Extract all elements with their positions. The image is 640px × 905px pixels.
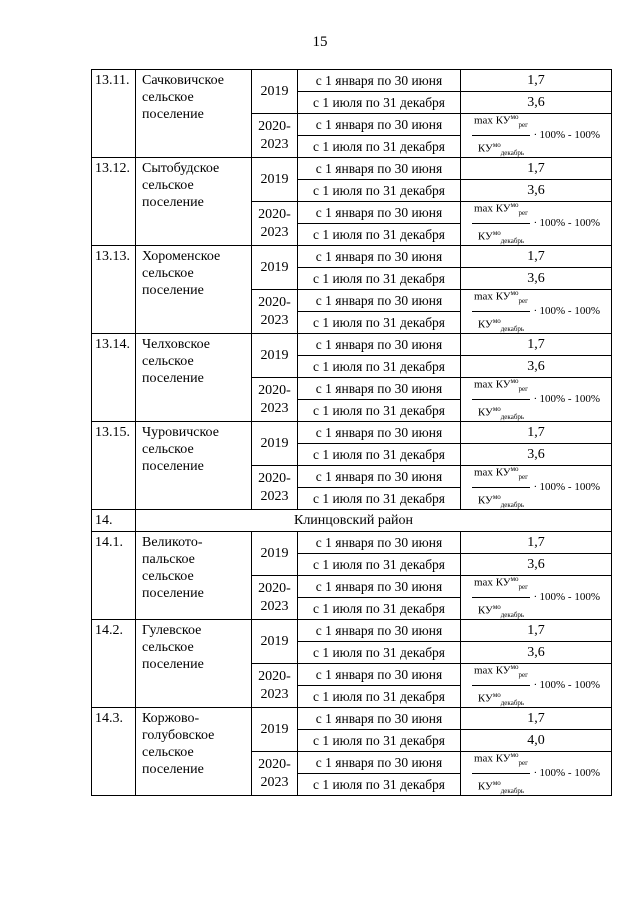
formula-numerator xyxy=(472,576,530,599)
period-second-half: с 1 июля по 31 декабря xyxy=(298,598,461,620)
tariff-table xyxy=(91,69,612,796)
settlement-name-line: Гулевское xyxy=(142,623,202,638)
settlement-name-line: Великото- xyxy=(142,535,203,550)
tariff-table-body xyxy=(92,70,612,796)
formula-tail: ∙ 100% - 100% xyxy=(534,591,601,603)
settlement-name-line: поселение xyxy=(142,657,204,672)
formula-sup-mo: мо xyxy=(492,405,501,413)
year-2023-label: 2023 xyxy=(260,774,289,790)
formula-sub-dec: декабрь xyxy=(500,148,525,157)
formula-sup-mo: мо xyxy=(510,377,519,386)
settlement-name xyxy=(136,708,252,796)
formula-ku: КУ xyxy=(477,692,493,705)
table-row xyxy=(92,158,612,180)
period-first-half: с 1 января по 30 июня xyxy=(298,290,461,312)
value-first-half: 1,7 xyxy=(461,620,612,642)
year-2020-label: 2020- xyxy=(258,668,291,684)
value-second-half: 3,6 xyxy=(461,444,612,466)
year-2020-label: 2020- xyxy=(258,756,291,772)
formula-cell xyxy=(461,290,612,334)
formula-cell xyxy=(461,576,612,620)
settlement-name-line: Сытобудское xyxy=(142,161,220,176)
formula-sub-dec: декабрь xyxy=(500,500,525,509)
settlement-name-line: Чуровичское xyxy=(142,425,219,440)
settlement-name-line: Коржово- xyxy=(142,711,200,726)
settlement-name xyxy=(136,158,252,246)
formula-sub-dec: декабрь xyxy=(500,236,525,245)
growth-formula xyxy=(463,291,609,333)
period-second-half: с 1 июля по 31 декабря xyxy=(298,224,461,246)
formula-ku: КУ xyxy=(495,466,511,479)
growth-formula xyxy=(463,665,609,707)
year-2020-2023 xyxy=(252,290,298,334)
settlement-name xyxy=(136,334,252,422)
period-second-half: с 1 июля по 31 декабря xyxy=(298,400,461,422)
formula-ku: КУ xyxy=(495,576,511,589)
settlement-name-line: поселение xyxy=(142,195,204,210)
growth-formula xyxy=(463,467,609,509)
year-2023-label: 2023 xyxy=(260,312,289,328)
formula-sub-dec: декабрь xyxy=(500,786,525,795)
region-row xyxy=(92,510,612,532)
formula-numerator xyxy=(472,664,530,687)
settlement-name-line: поселение xyxy=(142,762,204,777)
formula-fraction xyxy=(472,114,530,158)
formula-ku: КУ xyxy=(495,114,511,127)
value-first-half: 1,7 xyxy=(461,246,612,268)
formula-denominator xyxy=(478,400,524,422)
value-first-half: 1,7 xyxy=(461,70,612,92)
formula-cell xyxy=(461,664,612,708)
year-2019: 2019 xyxy=(252,70,298,114)
formula-ku: КУ xyxy=(477,318,493,331)
page-number: 15 xyxy=(312,34,328,50)
formula-fraction xyxy=(472,752,530,796)
period-first-half: с 1 января по 30 июня xyxy=(298,466,461,488)
period-first-half: с 1 января по 30 июня xyxy=(298,576,461,598)
formula-ku: КУ xyxy=(477,604,493,617)
year-2019: 2019 xyxy=(252,246,298,290)
formula-tail: ∙ 100% - 100% xyxy=(534,481,601,493)
year-2020-2023 xyxy=(252,752,298,796)
value-second-half: 3,6 xyxy=(461,356,612,378)
period-second-half: с 1 июля по 31 декабря xyxy=(298,92,461,114)
settlement-name-line: поселение xyxy=(142,283,204,298)
settlement-name-line: сельское xyxy=(142,442,194,457)
value-first-half: 1,7 xyxy=(461,158,612,180)
year-2020-label: 2020- xyxy=(258,382,291,398)
formula-cell xyxy=(461,466,612,510)
year-2020-2023 xyxy=(252,378,298,422)
year-2019: 2019 xyxy=(252,532,298,576)
period-second-half: с 1 июля по 31 декабря xyxy=(298,356,461,378)
formula-sup-mo: мо xyxy=(510,465,519,474)
region-number: 14. xyxy=(92,510,136,532)
period-second-half: с 1 июля по 31 декабря xyxy=(298,180,461,202)
year-2023-label: 2023 xyxy=(260,598,289,614)
row-number: 13.12. xyxy=(92,158,136,246)
period-first-half: с 1 января по 30 июня xyxy=(298,708,461,730)
settlement-name-line: сельское xyxy=(142,745,194,760)
period-second-half: с 1 июля по 31 декабря xyxy=(298,686,461,708)
growth-formula xyxy=(463,115,609,157)
formula-sub-reg: рег xyxy=(518,121,529,129)
value-first-half: 1,7 xyxy=(461,532,612,554)
settlement-name xyxy=(136,70,252,158)
growth-formula xyxy=(463,203,609,245)
year-2020-2023 xyxy=(252,202,298,246)
period-first-half: с 1 января по 30 июня xyxy=(298,752,461,774)
year-2020-2023 xyxy=(252,664,298,708)
formula-ku: КУ xyxy=(477,142,493,155)
year-2020-2023 xyxy=(252,466,298,510)
period-second-half: с 1 июля по 31 декабря xyxy=(298,642,461,664)
formula-tail: ∙ 100% - 100% xyxy=(534,217,601,229)
region-name: Клинцовский район xyxy=(136,510,612,532)
period-second-half: с 1 июля по 31 декабря xyxy=(298,136,461,158)
formula-sub-dec: декабрь xyxy=(500,324,525,333)
year-2023-label: 2023 xyxy=(260,400,289,416)
formula-fraction xyxy=(472,290,530,334)
formula-ku: КУ xyxy=(495,378,511,391)
table-row xyxy=(92,334,612,356)
row-number: 14.3. xyxy=(92,708,136,796)
settlement-name-line: голубовское xyxy=(142,728,215,743)
formula-sub-reg: рег xyxy=(518,759,529,767)
formula-tail: ∙ 100% - 100% xyxy=(534,305,601,317)
formula-numerator xyxy=(472,114,530,137)
year-2019: 2019 xyxy=(252,158,298,202)
formula-sub-dec: декабрь xyxy=(500,610,525,619)
settlement-name-line: поселение xyxy=(142,459,204,474)
row-number: 13.11. xyxy=(92,70,136,158)
formula-sup-mo: мо xyxy=(510,751,519,760)
period-first-half: с 1 января по 30 июня xyxy=(298,532,461,554)
formula-max: max xyxy=(473,752,493,765)
formula-max: max xyxy=(473,114,493,127)
formula-denominator xyxy=(478,598,524,620)
formula-denominator xyxy=(478,686,524,708)
formula-fraction xyxy=(472,664,530,708)
formula-numerator xyxy=(472,378,530,401)
formula-numerator xyxy=(472,752,530,775)
period-first-half: с 1 января по 30 июня xyxy=(298,246,461,268)
formula-sup-mo: мо xyxy=(510,289,519,298)
formula-sup-mo: мо xyxy=(492,779,501,787)
year-2023-label: 2023 xyxy=(260,224,289,240)
formula-max: max xyxy=(473,202,493,215)
formula-sup-mo: мо xyxy=(492,603,501,611)
formula-tail: ∙ 100% - 100% xyxy=(534,767,601,779)
settlement-name-line: Хороменское xyxy=(142,249,221,264)
formula-sub-dec: декабрь xyxy=(500,698,525,707)
formula-sup-mo: мо xyxy=(510,663,519,672)
formula-cell xyxy=(461,378,612,422)
growth-formula xyxy=(463,577,609,619)
formula-tail: ∙ 100% - 100% xyxy=(534,393,601,405)
formula-sub-reg: рег xyxy=(518,297,529,305)
formula-ku: КУ xyxy=(477,406,493,419)
period-second-half: с 1 июля по 31 декабря xyxy=(298,730,461,752)
table-row xyxy=(92,70,612,92)
settlement-name-line: поселение xyxy=(142,586,204,601)
row-number: 13.15. xyxy=(92,422,136,510)
year-2020-label: 2020- xyxy=(258,580,291,596)
year-2019: 2019 xyxy=(252,708,298,752)
year-2019: 2019 xyxy=(252,620,298,664)
formula-denominator xyxy=(478,312,524,334)
table-row xyxy=(92,708,612,730)
formula-cell xyxy=(461,114,612,158)
formula-numerator xyxy=(472,290,530,313)
year-2020-2023 xyxy=(252,114,298,158)
formula-denominator xyxy=(478,488,524,510)
period-second-half: с 1 июля по 31 декабря xyxy=(298,312,461,334)
row-number: 13.13. xyxy=(92,246,136,334)
formula-tail: ∙ 100% - 100% xyxy=(534,129,601,141)
period-second-half: с 1 июля по 31 декабря xyxy=(298,488,461,510)
period-second-half: с 1 июля по 31 декабря xyxy=(298,444,461,466)
formula-denominator xyxy=(478,136,524,158)
settlement-name-line: пальское xyxy=(142,552,195,567)
value-second-half: 3,6 xyxy=(461,642,612,664)
year-2023-label: 2023 xyxy=(260,488,289,504)
settlement-name-line: поселение xyxy=(142,107,204,122)
settlement-name-line: поселение xyxy=(142,371,204,386)
settlement-name xyxy=(136,532,252,620)
value-second-half: 3,6 xyxy=(461,92,612,114)
formula-sub-reg: рег xyxy=(518,671,529,679)
period-first-half: с 1 января по 30 июня xyxy=(298,70,461,92)
year-2020-label: 2020- xyxy=(258,118,291,134)
settlement-name-line: Челховское xyxy=(142,337,210,352)
value-first-half: 1,7 xyxy=(461,708,612,730)
formula-ku: КУ xyxy=(477,230,493,243)
formula-tail: ∙ 100% - 100% xyxy=(534,679,601,691)
formula-sub-reg: рег xyxy=(518,473,529,481)
growth-formula xyxy=(463,753,609,795)
formula-sup-mo: мо xyxy=(492,229,501,237)
formula-denominator xyxy=(478,224,524,246)
formula-fraction xyxy=(472,378,530,422)
formula-sub-reg: рег xyxy=(518,583,529,591)
formula-cell xyxy=(461,202,612,246)
year-2019: 2019 xyxy=(252,422,298,466)
table-row xyxy=(92,422,612,444)
period-first-half: с 1 января по 30 июня xyxy=(298,114,461,136)
formula-max: max xyxy=(473,466,493,479)
formula-max: max xyxy=(473,378,493,391)
formula-sup-mo: мо xyxy=(492,141,501,149)
settlement-name-line: сельское xyxy=(142,266,194,281)
formula-sup-mo: мо xyxy=(510,113,519,122)
year-2019: 2019 xyxy=(252,334,298,378)
settlement-name-line: сельское xyxy=(142,178,194,193)
growth-formula xyxy=(463,379,609,421)
value-second-half: 4,0 xyxy=(461,730,612,752)
period-second-half: с 1 июля по 31 декабря xyxy=(298,554,461,576)
formula-cell xyxy=(461,752,612,796)
formula-ku: КУ xyxy=(495,664,511,677)
value-second-half: 3,6 xyxy=(461,554,612,576)
year-2020-label: 2020- xyxy=(258,294,291,310)
settlement-name-line: сельское xyxy=(142,569,194,584)
period-second-half: с 1 июля по 31 декабря xyxy=(298,268,461,290)
formula-fraction xyxy=(472,202,530,246)
table-row xyxy=(92,532,612,554)
row-number: 14.2. xyxy=(92,620,136,708)
year-2020-label: 2020- xyxy=(258,470,291,486)
formula-ku: КУ xyxy=(495,202,511,215)
year-2020-2023 xyxy=(252,576,298,620)
formula-fraction xyxy=(472,576,530,620)
row-number: 13.14. xyxy=(92,334,136,422)
formula-sup-mo: мо xyxy=(510,201,519,210)
formula-ku: КУ xyxy=(495,290,511,303)
year-2023-label: 2023 xyxy=(260,136,289,152)
table-row xyxy=(92,246,612,268)
formula-ku: КУ xyxy=(477,494,493,507)
formula-sub-reg: рег xyxy=(518,209,529,217)
settlement-name xyxy=(136,246,252,334)
settlement-name-line: сельское xyxy=(142,354,194,369)
formula-denominator xyxy=(478,774,524,796)
year-2020-label: 2020- xyxy=(258,206,291,222)
period-first-half: с 1 января по 30 июня xyxy=(298,422,461,444)
value-second-half: 3,6 xyxy=(461,180,612,202)
settlement-name-line: сельское xyxy=(142,90,194,105)
settlement-name xyxy=(136,422,252,510)
formula-fraction xyxy=(472,466,530,510)
period-second-half: с 1 июля по 31 декабря xyxy=(298,774,461,796)
value-first-half: 1,7 xyxy=(461,334,612,356)
formula-sup-mo: мо xyxy=(492,691,501,699)
formula-sup-mo: мо xyxy=(492,317,501,325)
value-second-half: 3,6 xyxy=(461,268,612,290)
settlement-name-line: сельское xyxy=(142,640,194,655)
formula-max: max xyxy=(473,664,493,677)
settlement-name xyxy=(136,620,252,708)
formula-sup-mo: мо xyxy=(510,575,519,584)
formula-sub-dec: декабрь xyxy=(500,412,525,421)
formula-ku: КУ xyxy=(477,780,493,793)
period-first-half: с 1 января по 30 июня xyxy=(298,664,461,686)
formula-ku: КУ xyxy=(495,752,511,765)
table-row xyxy=(92,620,612,642)
period-first-half: с 1 января по 30 июня xyxy=(298,378,461,400)
formula-sup-mo: мо xyxy=(492,493,501,501)
period-first-half: с 1 января по 30 июня xyxy=(298,202,461,224)
formula-max: max xyxy=(473,576,493,589)
period-first-half: с 1 января по 30 июня xyxy=(298,620,461,642)
formula-max: max xyxy=(473,290,493,303)
year-2023-label: 2023 xyxy=(260,686,289,702)
formula-sub-reg: рег xyxy=(518,385,529,393)
period-first-half: с 1 января по 30 июня xyxy=(298,334,461,356)
row-number: 14.1. xyxy=(92,532,136,620)
value-first-half: 1,7 xyxy=(461,422,612,444)
period-first-half: с 1 января по 30 июня xyxy=(298,158,461,180)
formula-numerator xyxy=(472,202,530,225)
settlement-name-line: Сачковичское xyxy=(142,73,224,88)
formula-numerator xyxy=(472,466,530,489)
